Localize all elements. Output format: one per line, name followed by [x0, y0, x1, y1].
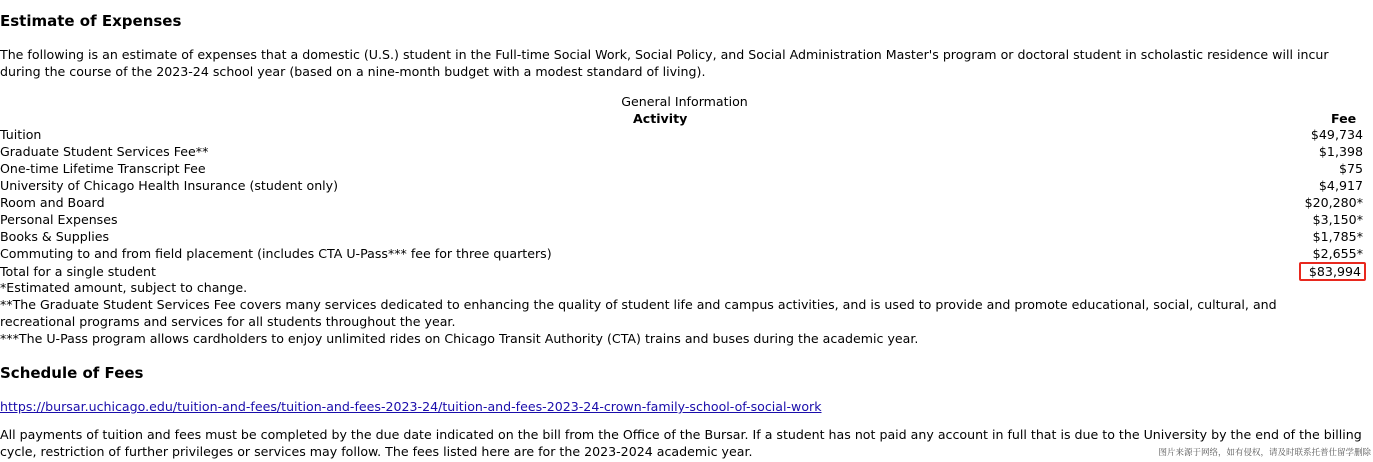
table-row	[0, 211, 1369, 228]
fee-cell: $20,280*	[1304, 195, 1363, 210]
expenses-table	[0, 126, 1369, 281]
fee-cell: $2,655*	[1312, 246, 1363, 261]
footnote-services-fee: **The Graduate Student Services Fee covers many services dedicated to enhancing the quality of student life and campus activities, and is used to provide and promote educational, social, cultural, and recreational programs and services for all students throughout the year.	[0, 297, 1277, 329]
watermark-text: 图片来源于网络，如有侵权，请及时联系托普仕留学删除	[1158, 448, 1371, 458]
total-fee-highlight: $83,994	[1299, 262, 1366, 281]
activity-column-header: Activity	[633, 111, 688, 126]
table-row	[0, 228, 1369, 245]
fee-cell: $1,398	[1318, 144, 1363, 159]
expenses-intro: The following is an estimate of expenses that a domestic (U.S.) student in the Full-time Social Work, Social Policy, and Social Administration Master's program or doctoral student in scholastic residence will incur during the course of the 2023-24 school year (based on a nine-month budget with a modest standard of living).	[0, 47, 1329, 79]
activity-cell: Graduate Student Services Fee**	[0, 144, 209, 159]
table-caption: General Information	[621, 94, 748, 109]
table-row	[0, 194, 1369, 211]
table-row	[0, 245, 1369, 262]
activity-cell: Books & Supplies	[0, 229, 110, 244]
activity-cell: Personal Expenses	[0, 212, 118, 227]
activity-cell: Room and Board	[0, 195, 105, 210]
activity-cell: Tuition	[0, 127, 42, 142]
activity-cell: Commuting to and from field placement (includes CTA U-Pass*** fee for three quarters)	[0, 246, 552, 261]
payment-policy-text: All payments of tuition and fees must be completed by the due date indicated on the bill from the Office of the Bursar. If a student has not paid any account in full that is due to the University by the end of the billing cycle, restriction of further privileges or services may follow. The fees listed here are for the 2023-2024 academic year.	[0, 427, 1362, 459]
fee-column-header: Fee	[1331, 111, 1357, 126]
footnote-upass: ***The U-Pass program allows cardholders to enjoy unlimited rides on Chicago Transit Authority (CTA) trains and buses during the academic year.	[0, 331, 919, 346]
fee-cell: $75	[1338, 161, 1363, 176]
activity-cell: University of Chicago Health Insurance (student only)	[0, 178, 339, 193]
fee-cell: $3,150*	[1312, 212, 1363, 227]
total-label: Total for a single student	[0, 264, 156, 279]
schedule-of-fees-heading: Schedule of Fees	[0, 364, 144, 382]
table-row	[0, 143, 1369, 160]
footnote-estimated: *Estimated amount, subject to change.	[0, 280, 248, 295]
bursar-fees-link[interactable]: https://bursar.uchicago.edu/tuition-and-fees/tuition-and-fees-2023-24/tuition-and-fees-2023-24-crown-family-school-of-social-work	[0, 399, 822, 414]
table-row	[0, 177, 1369, 194]
activity-cell: One-time Lifetime Transcript Fee	[0, 161, 206, 176]
table-row	[0, 126, 1369, 143]
table-row	[0, 160, 1369, 177]
estimate-of-expenses-heading: Estimate of Expenses	[0, 12, 182, 30]
fee-cell: $4,917	[1318, 178, 1363, 193]
fee-cell: $49,734	[1310, 127, 1363, 142]
fee-cell: $1,785*	[1312, 229, 1363, 244]
